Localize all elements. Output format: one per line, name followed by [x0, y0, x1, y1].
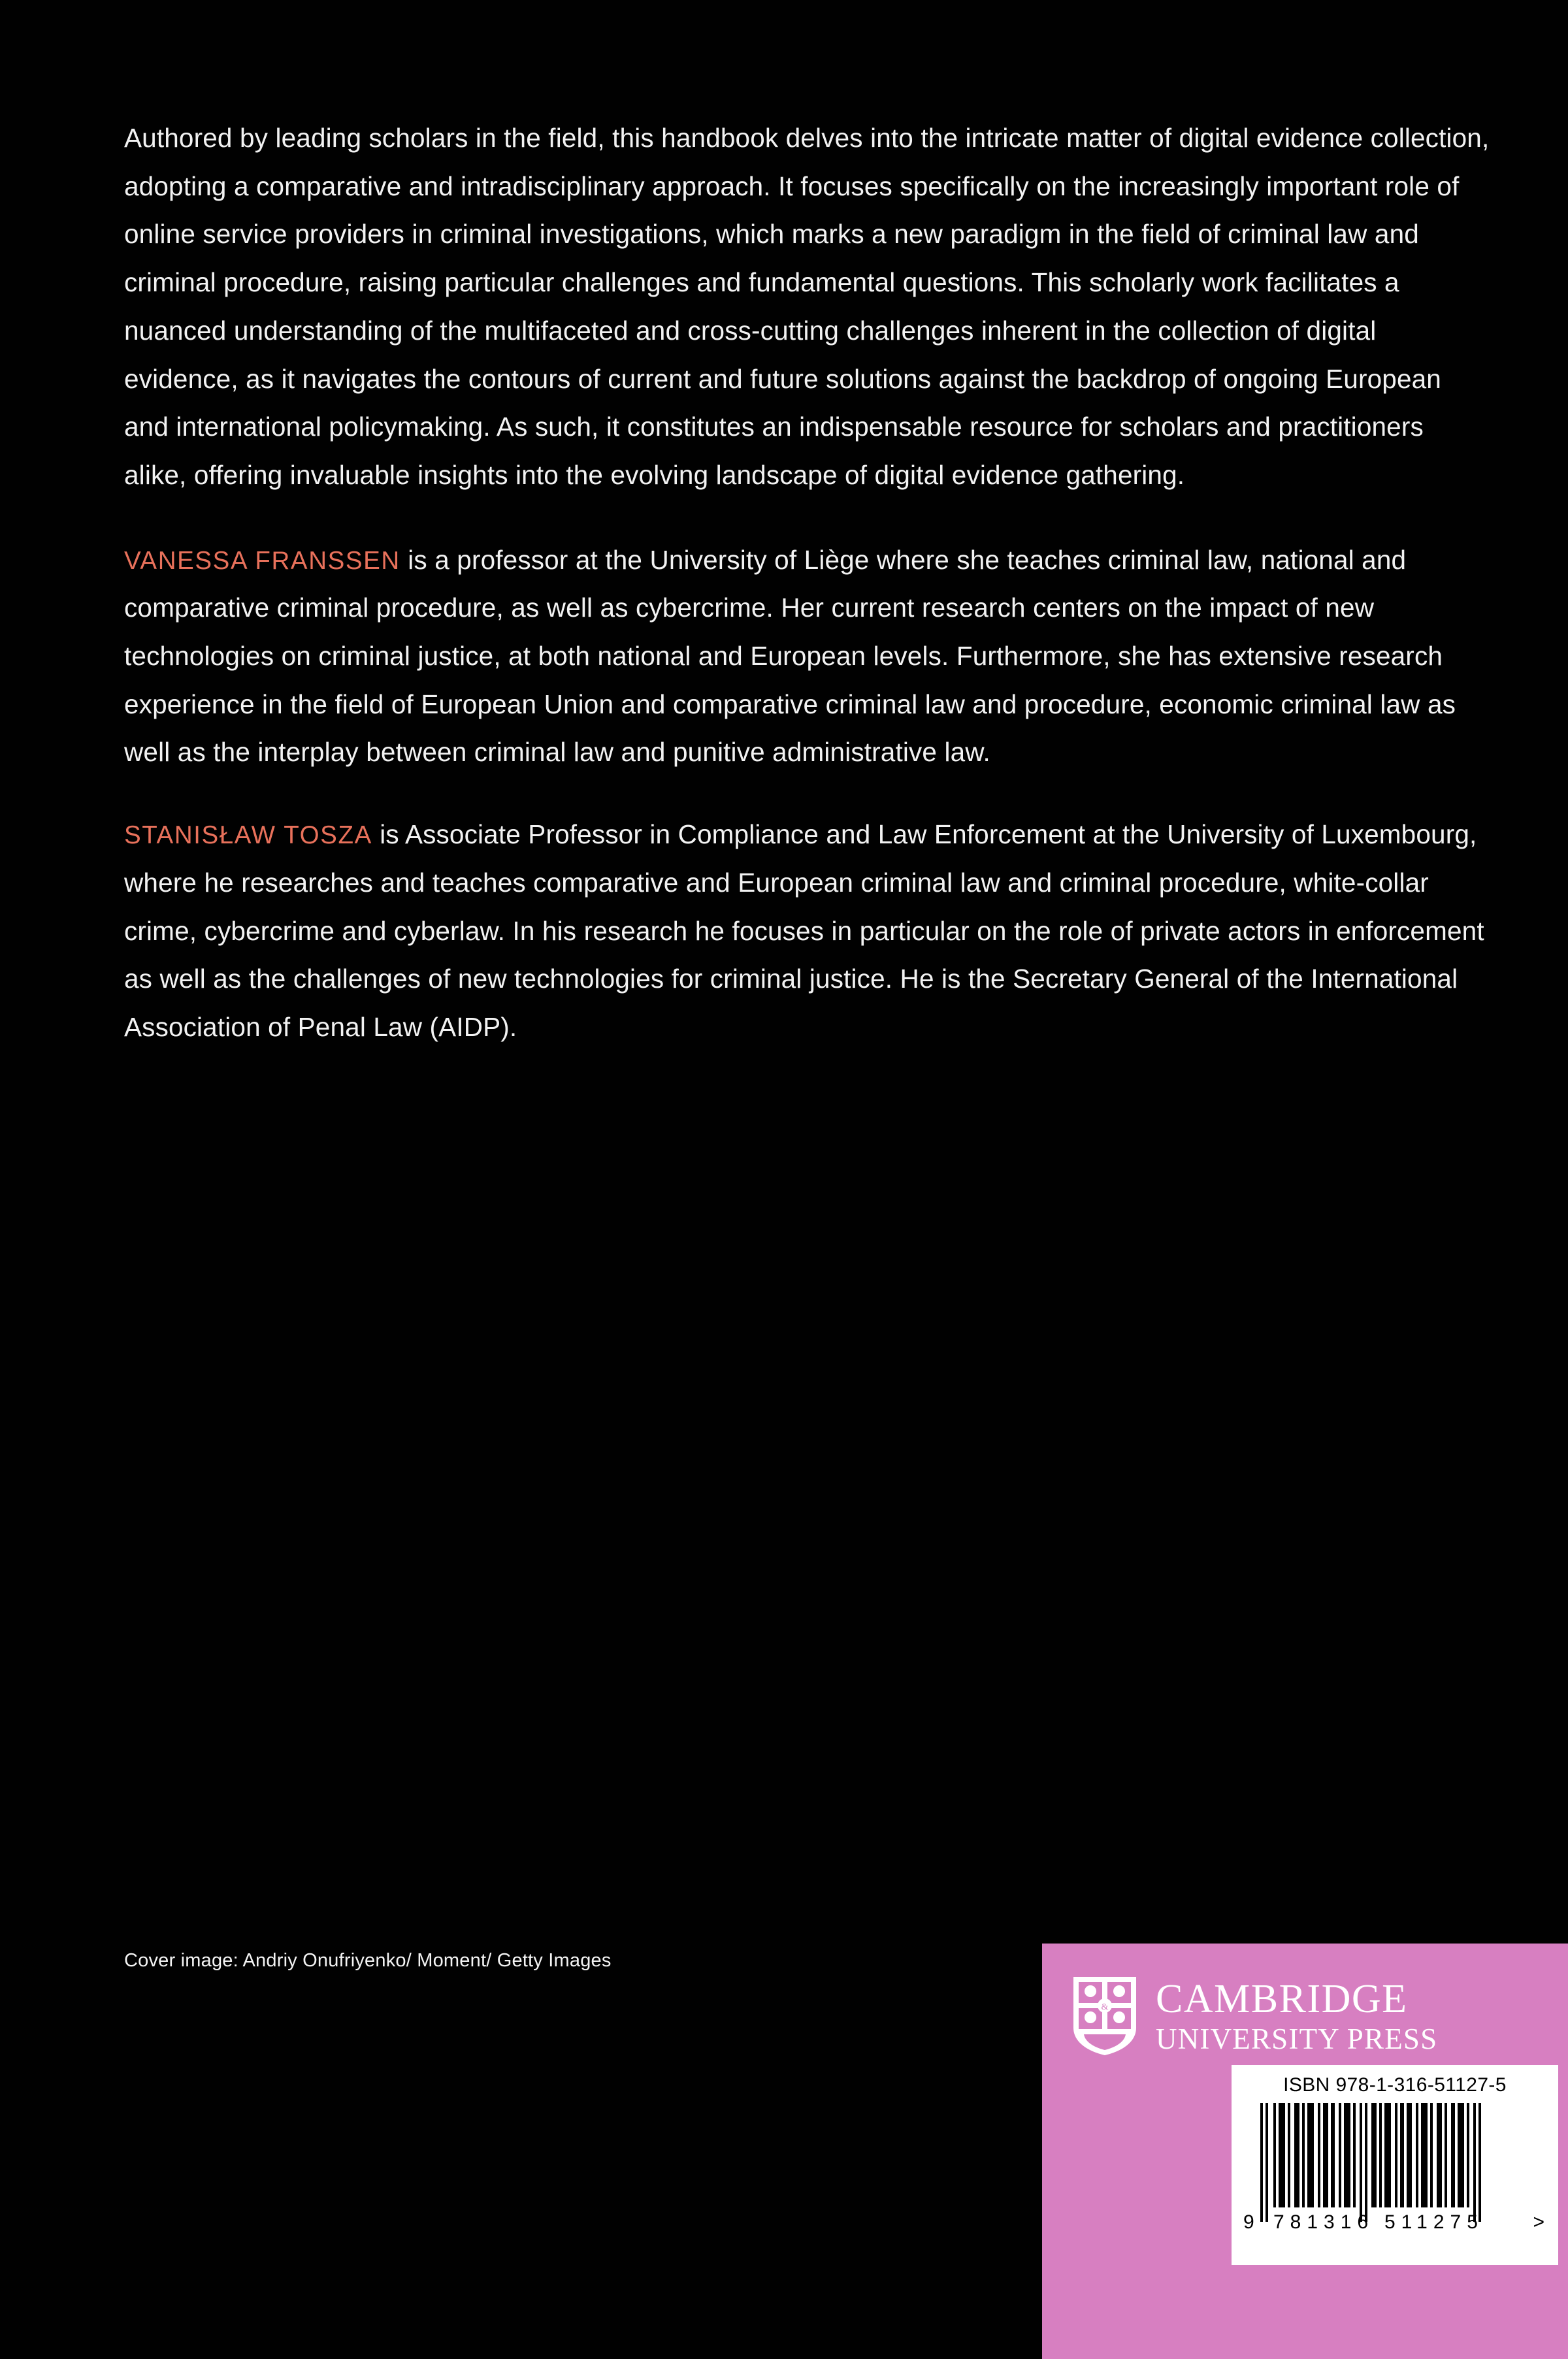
barcode-digit-prefix: 9: [1243, 2211, 1256, 2233]
barcode-digit-group1: 781316: [1273, 2211, 1375, 2233]
barcode-area: [1243, 2103, 1546, 2237]
author-bio-2: [124, 811, 1493, 1052]
svg-text:&: &: [1101, 2002, 1109, 2012]
barcode-digit-group2: 511275: [1384, 2211, 1484, 2233]
isbn-label: ISBN 978-1-316-51127-5: [1283, 2074, 1507, 2096]
publisher-logo-block: [1071, 1967, 1542, 2065]
barcode-digits: [1243, 2207, 1546, 2236]
barcode-digit-suffix: >: [1533, 2211, 1546, 2233]
author-name-1: VANESSA FRANSSEN: [124, 546, 400, 575]
publisher-name-line2: UNIVERSITY PRESS: [1156, 2022, 1438, 2055]
author-bio-text-1: is a professor at the University of Liège where she teaches criminal law, national and comparative criminal procedure, as well as cybercrime. Her current research centers on the impact of new technologies on criminal justice, at both national and European levels. Furthermore, she has extensive research experience in the field of European Union and comparative criminal law and procedure, economic criminal law as well as the interplay between criminal law and punitive administrative law.: [124, 544, 1456, 768]
cover-image-credit: Cover image: Andriy Onufriyenko/ Moment/ Getty Images: [124, 1950, 612, 1971]
author-bio-1: [124, 536, 1493, 777]
author-bio-text-2: is Associate Professor in Compliance and Law Enforcement at the University of Luxembourg, where he researches and teaches comparative and European criminal law and criminal procedure, white-collar crime, cybercrime and cyberlaw. In his research he focuses in particular on the role of private actors in enforcement as well as the challenges of new technologies for criminal justice. He is the Secretary General of the International Association of Penal Law (AIDP).: [124, 819, 1484, 1042]
barcode-bars: [1260, 2103, 1533, 2207]
publisher-name-line1: CAMBRIDGE: [1156, 1976, 1408, 2021]
publisher-wordmark: [1156, 1976, 1438, 2055]
cambridge-shield-icon: [1071, 1974, 1139, 2058]
book-description: Authored by leading scholars in the field, this handbook delves into the intricate matter of digital evidence collection, adopting a comparative and intradisciplinary approach. It focuses specifically on the increasingly important role of online service providers in criminal investigations, which marks a new paradigm in the field of criminal law and criminal procedure, raising particular challenges and fundamental questions. This scholarly work facilitates a nuanced understanding of the multifaceted and cross-cutting challenges inherent in the collection of digital evidence, as it navigates the contours of current and future solutions against the backdrop of ongoing European and international policymaking. As such, it constitutes an indispensable resource for scholars and practitioners alike, offering invaluable insights into the evolving landscape of digital evidence gathering.: [124, 123, 1490, 490]
publisher-panel: [1042, 1944, 1568, 2359]
author-name-2: STANISŁAW TOSZA: [124, 821, 372, 850]
blurb-section: [124, 114, 1493, 1052]
isbn-barcode-box: [1232, 2065, 1558, 2265]
